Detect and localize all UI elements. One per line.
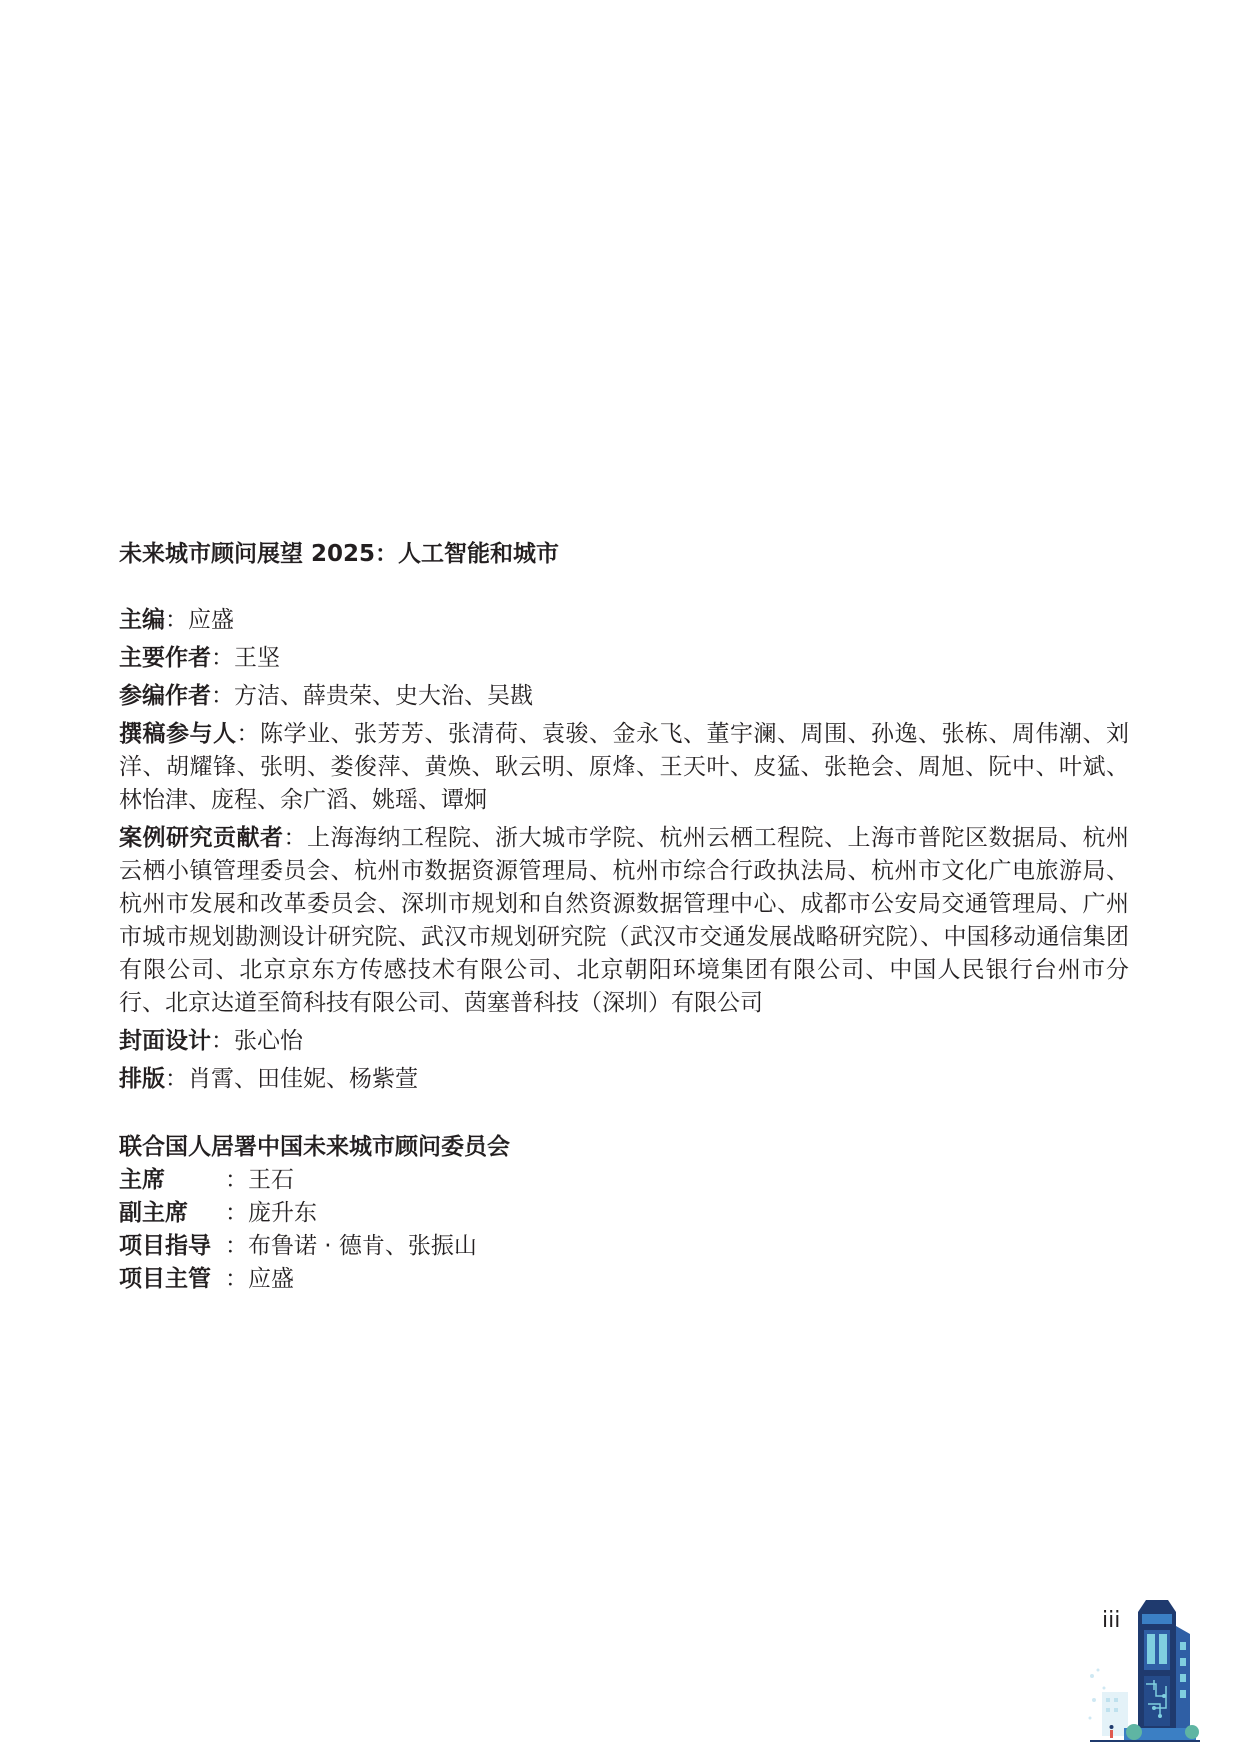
committee-member: 项目指导 ： 布鲁诺 · 德肯、张振山	[119, 1233, 477, 1259]
credit-case-study: 案例研究贡献者：上海海纳工程院、浙大城市学院、杭州云栖工程院、上海市普陀区数据局、杭州云栖小镇管理委员会、杭州市数据资源管理局、杭州市综合行政执法局、杭州市文化广电旅游局、杭州市发展和改革委员会、深圳市规划和自然资源数据管理中心、成都市公安局交通管理局、广州市城市规划勘测设计研究院、武汉市规划研究院（武汉市交通发展战略研究院）、中国移动通信集团有限公司、北京京东方传感技术有限公司、北京朝阳环境集团有限公司、中国人民银行台州市分行、北京达道至简科技有限公司、茵塞普科技（深圳）有限公司	[119, 825, 1129, 1016]
credit-co-authors: 参编作者：方洁、薛贵荣、史大治、吴戡	[119, 683, 533, 709]
credits-list	[119, 604, 1129, 1096]
committee-member: 主席 ： 王石	[119, 1167, 294, 1193]
city-building-icon	[1084, 1596, 1204, 1746]
committee-name: 联合国人居署中国未来城市顾问委员会	[119, 1134, 510, 1160]
credits-page	[119, 538, 1129, 1296]
credit-layout: 排版：肖霄、田佳妮、杨紫萱	[119, 1066, 418, 1092]
committee	[119, 1131, 1129, 1296]
committee-member: 副主席 ： 庞升东	[119, 1200, 317, 1226]
document-title: 未来城市顾问展望 2025：人工智能和城市	[119, 541, 560, 567]
committee-member: 项目主管 ： 应盛	[119, 1266, 294, 1292]
page-number: iii	[1102, 1608, 1121, 1633]
credit-cover-design: 封面设计：张心怡	[119, 1028, 303, 1054]
credit-editor: 主编：应盛	[119, 607, 234, 633]
credit-main-author: 主要作者：王坚	[119, 645, 280, 671]
credit-contributors: 撰稿参与人：陈学业、张芳芳、张清荷、袁骏、金永飞、董宇澜、周围、孙逸、张栋、周伟潮、刘洋、胡耀锋、张明、娄俊萍、黄焕、耿云明、原烽、王天叶、皮猛、张艳会、周旭、阮中、叶斌、林怡津、庞程、余广滔、姚瑶、谭炯	[119, 721, 1129, 813]
